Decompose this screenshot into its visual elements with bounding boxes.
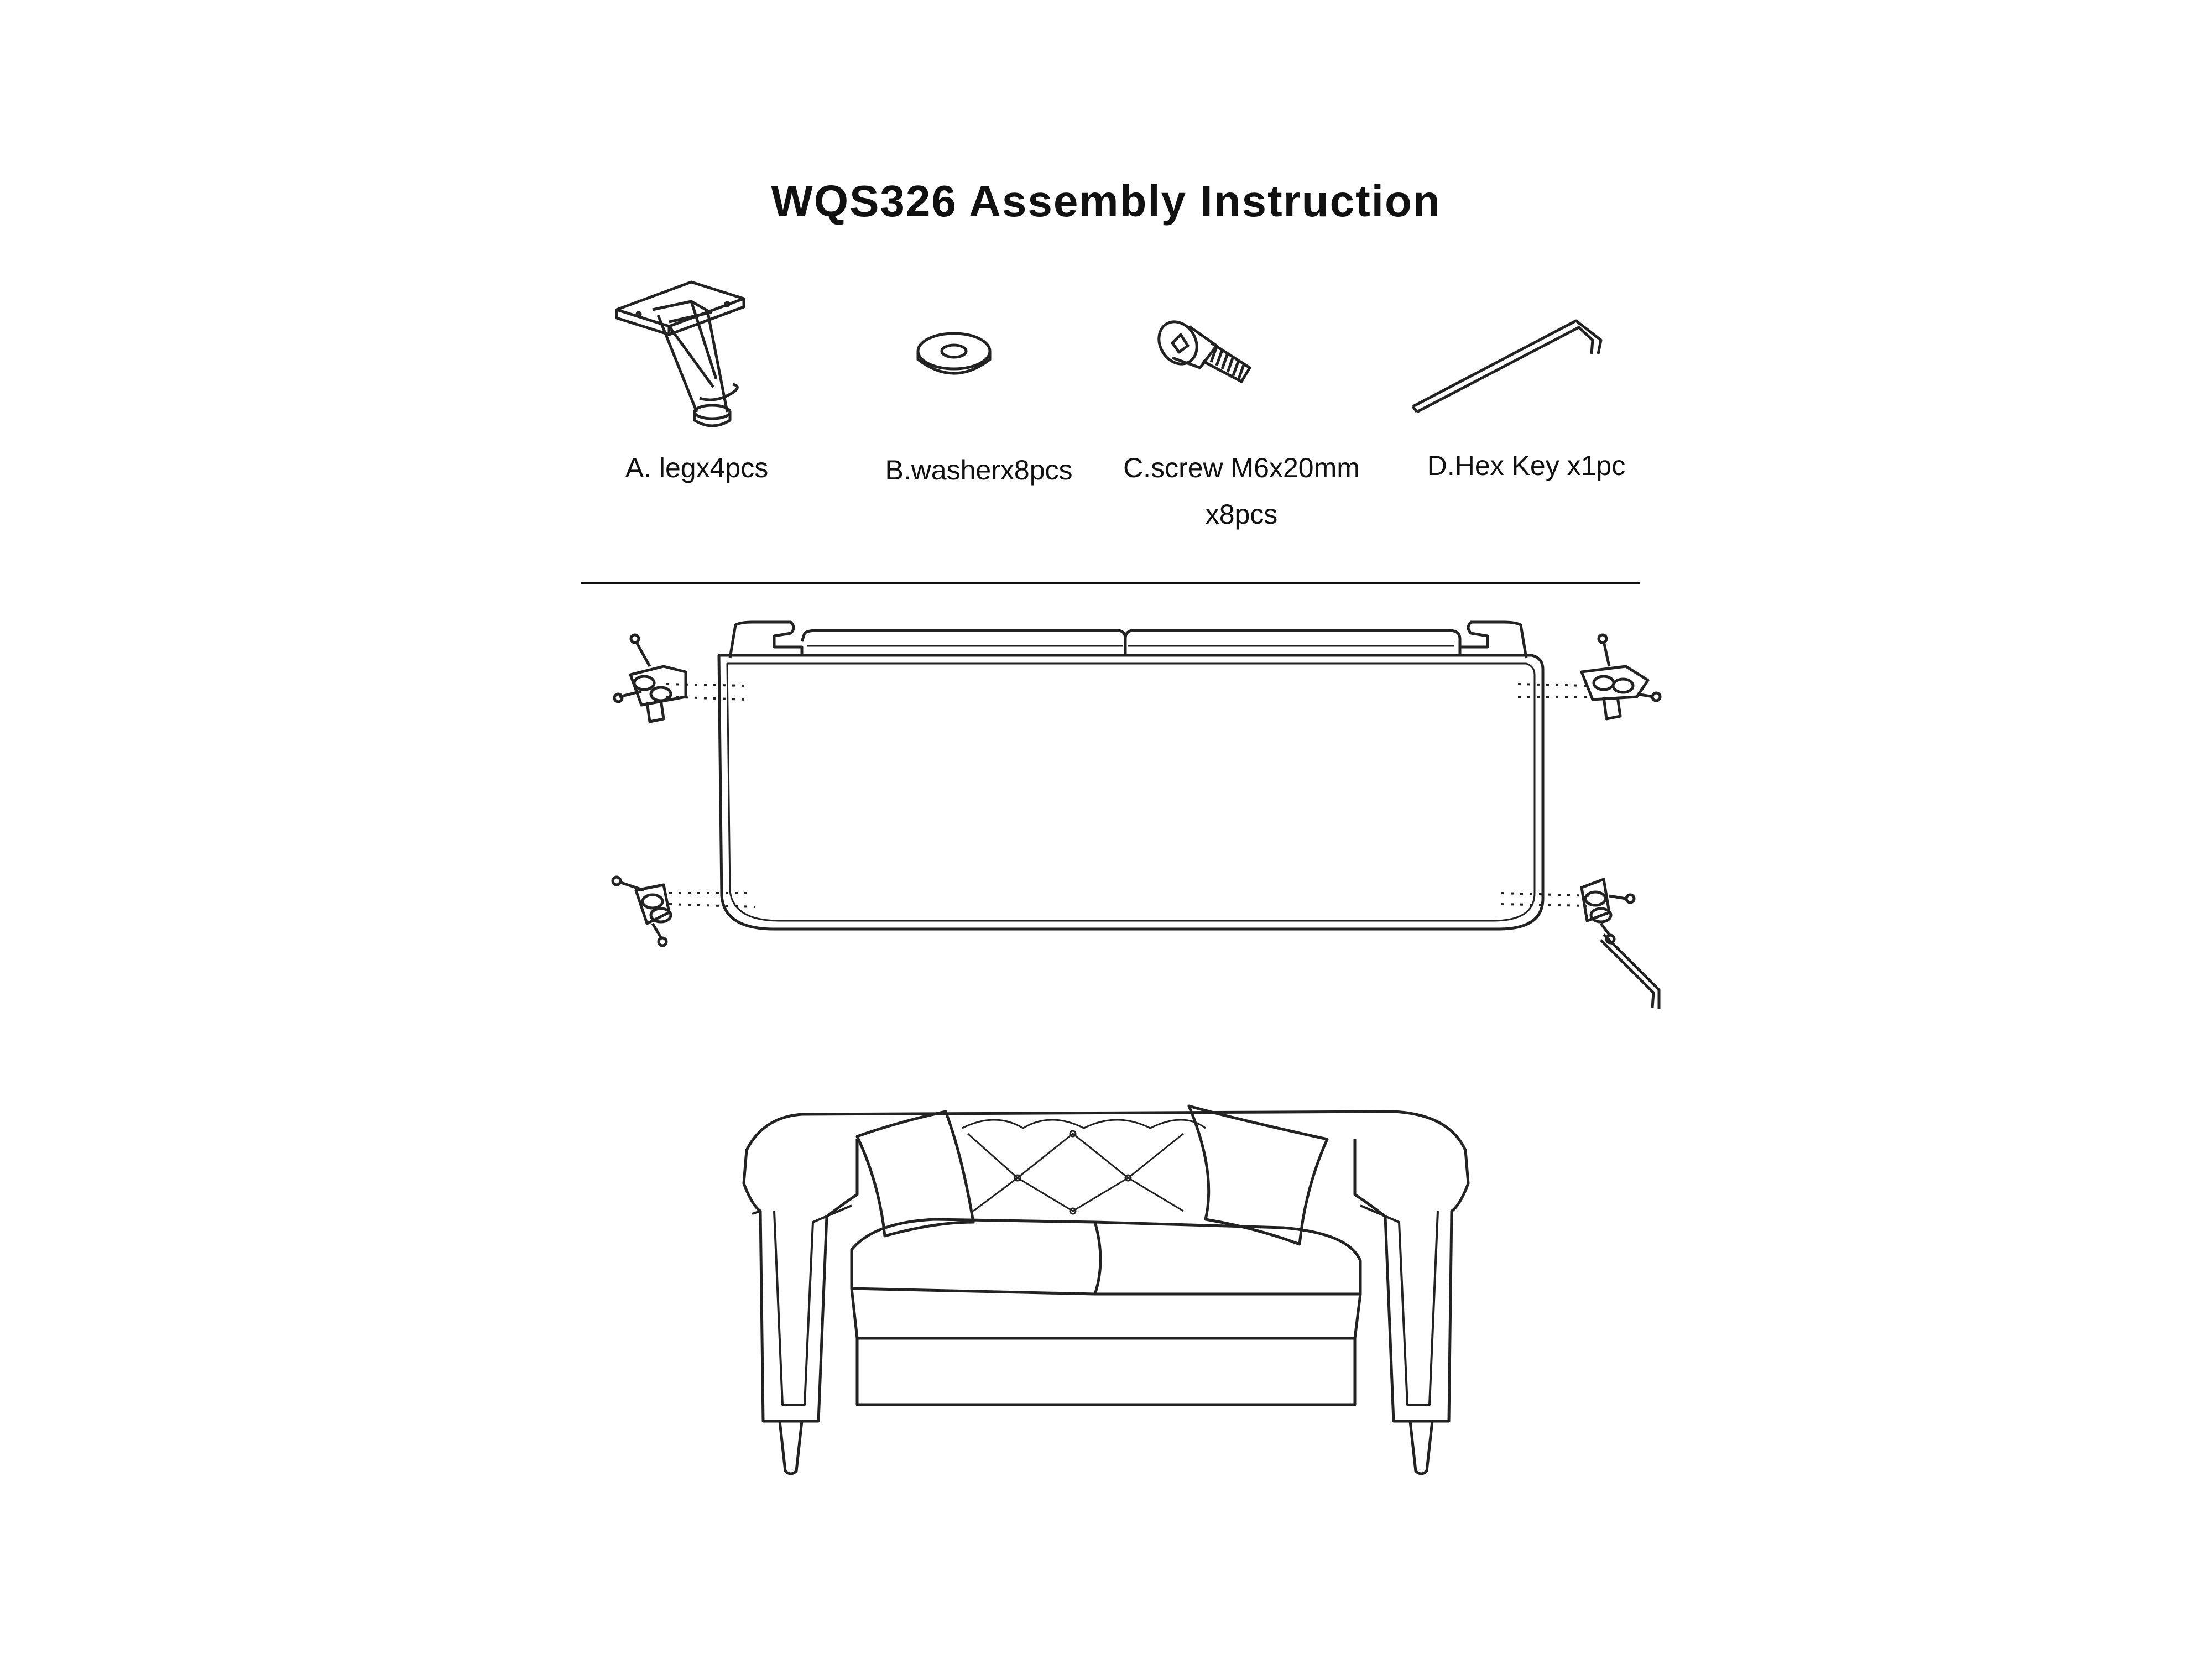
left-arm [744,1139,857,1421]
leg-right [1410,1421,1432,1474]
part-label-screw: C.screw M6x20mm [1123,452,1360,483]
right-pillow [1189,1106,1327,1244]
part-label-hex-key: D.Hex Key x1pc [1427,450,1626,481]
washer-icon [912,329,995,384]
page-title: WQS326 Assembly Instruction [771,176,1441,226]
part-label-washer: B.washerx8pcs [885,455,1073,486]
right-arm-top [1460,622,1526,658]
assembled-sofa-diagram [730,1095,1504,1493]
left-seat-cushion [852,1219,1100,1294]
leg-icon [608,271,752,437]
hex-key-in-use [1601,935,1659,1009]
left-pillow [857,1112,973,1236]
sofa-bottom-view-diagram [608,614,1659,1029]
tufted-back [962,1120,1206,1214]
part-label-leg: A. legx4pcs [625,452,769,483]
right-arm [1355,1139,1468,1421]
hex-key-icon [1410,315,1620,415]
leg-bracket-bottom-left [613,877,671,946]
part-label-screw-qty: x8pcs [1205,499,1278,530]
sofa-base-outline [719,655,1543,929]
leg-bracket-top-left [614,635,686,722]
section-divider [581,582,1640,584]
screw-icon [1156,312,1261,395]
leg-bracket-bottom-right [1582,879,1659,1009]
leg-bracket-top-right [1582,635,1660,719]
right-seat-cushion [1095,1222,1360,1294]
left-arm-top [730,622,802,658]
leg-left [780,1421,802,1474]
